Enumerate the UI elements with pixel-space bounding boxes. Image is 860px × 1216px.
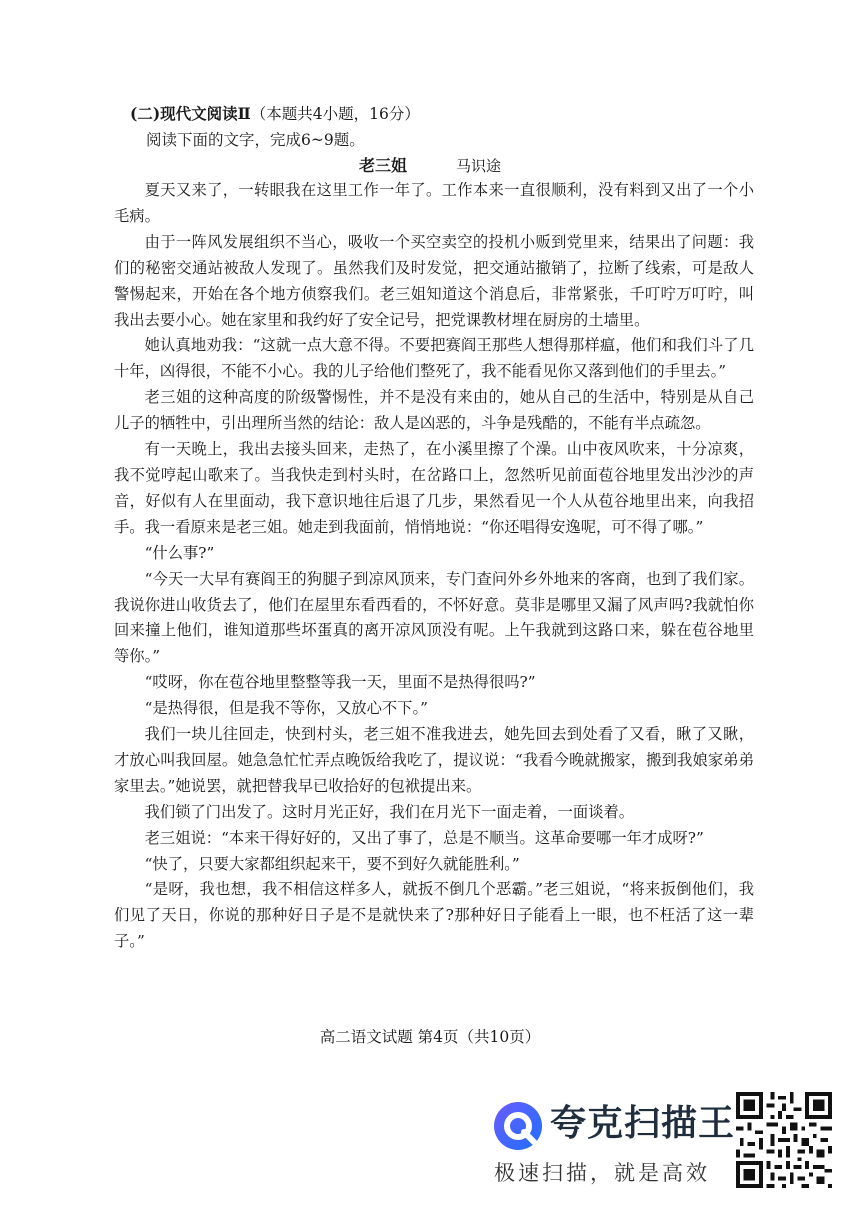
qr-code-icon (736, 1092, 832, 1188)
paragraph-12: 老三姐说：“本来干得好好的，又出了事了，总是不顺当。这革命要哪一年才成呀?” (144, 828, 704, 847)
paragraph-6: “什么事?” (144, 543, 215, 562)
paragraph-4: 老三姐的这种高度的阶级警惕性，并不是没有来由的，她从自己的生活中，特别是从自己儿子的牺牲中，引出理所当然的结论：敌人是凶恶的，斗争是残酷的，不能有半点疏忽。 (114, 388, 754, 433)
watermark-brand-name: 夸克扫描王 (550, 1103, 736, 1144)
reading-instruction: 阅读下面的文字，完成6~9题。 (146, 131, 365, 149)
paragraph-8: “哎呀，你在苞谷地里整整等我一天，里面不是热得很吗?” (144, 673, 536, 692)
story-title: 老三姐 (358, 156, 407, 175)
paragraph-14: “是呀，我也想，我不相信这样多人，就扳不倒几个恶霸。”老三姐说，“将来扳倒他们，我们见了天日，你说的那种好日子是不是就快来了?那种好日子能看上一眼，也不枉活了这一辈子。” (114, 880, 754, 951)
story-title-row (0, 154, 860, 178)
section-heading (130, 102, 420, 126)
section-note: （本题共4小题，16分） (250, 105, 420, 123)
page-footer: 高二语文试题 第4页（共10页） (319, 1028, 541, 1046)
paragraph-10: 我们一块儿往回走，快到村头，老三姐不准我进去，她先回去到处看了又看，瞅了又瞅，才放心叫我回屋。她急急忙忙弄点晚饭给我吃了，提议说：“我看今晚就搬家，搬到我娘家弟弟家里去。”她说罢，就把替我早已收拾好的包袱提出来。 (114, 725, 754, 795)
story-author: 马识途 (456, 157, 502, 175)
story-body (114, 178, 754, 955)
paragraph-1: 夏天又来了，一转眼我在这里工作一年了。工作本来一直很顺利，没有料到又出了一个小毛病。 (114, 181, 754, 225)
section-label: (二)现代文阅读Ⅱ (130, 104, 251, 123)
paragraph-13: “快了，只要大家都组织起来干，要不到好久就能胜利。” (144, 854, 520, 873)
paragraph-7: “今天一大早有赛阎王的狗腿子到凉风顶来，专门查问外乡外地来的客商，也到了我们家。我说你进山收货去了，他们在屋里东看西看的，不怀好意。莫非是哪里又漏了风声吗?我就怕你回来撞上他们，谁知道那些坏蛋真的离开凉风顶没有呢。上午我就到这路口来，躲在苞谷地里等你。” (114, 569, 754, 666)
paragraph-5: 有一天晚上，我出去接头回来，走热了，在小溪里擦了个澡。山中夜风吹来，十分凉爽，我不觉哼起山歌来了。当我快走到村头时，在岔路口上，忽然听见前面苞谷地里发出沙沙的声音，好似有人在里面动，我下意识地往后退了几步，果然看见一个人从苞谷地里出来，向我招手。我一看原来是老三姐。她走到我面前，悄悄地说：“你还唱得安逸呢，可不得了哪。” (114, 440, 754, 536)
paragraph-2: 由于一阵风发展组织不当心，吸收一个买空卖空的投机小贩到党里来，结果出了问题：我们的秘密交通站被敌人发现了。虽然我们及时发觉，把交通站撤销了，拉断了线索，可是敌人警惕起来，开始在各个地方侦察我们。老三姐知道这个消息后，非常紧张，千叮咛万叮咛，叫我出去要小心。她在家里和我约好了安全记号，把党课教材埋在厨房的土墙里。 (114, 232, 754, 329)
quark-logo-icon (490, 1098, 546, 1154)
paragraph-9: “是热得很，但是我不等你，又放心不下。” (144, 699, 428, 718)
paragraph-11: 我们锁了门出发了。这时月光正好，我们在月光下一面走着，一面谈着。 (144, 802, 635, 821)
watermark-slogan: 极速扫描，就是高效 (494, 1161, 710, 1185)
paragraph-3: 她认真地劝我：“这就一点大意不得。不要把赛阎王那些人想得那样瘟，他们和我们斗了几十年，凶得很，不能不小心。我的儿子给他们整死了，我不能看见你又落到他们的手里去。” (114, 336, 754, 381)
scanner-watermark (490, 1088, 736, 1198)
